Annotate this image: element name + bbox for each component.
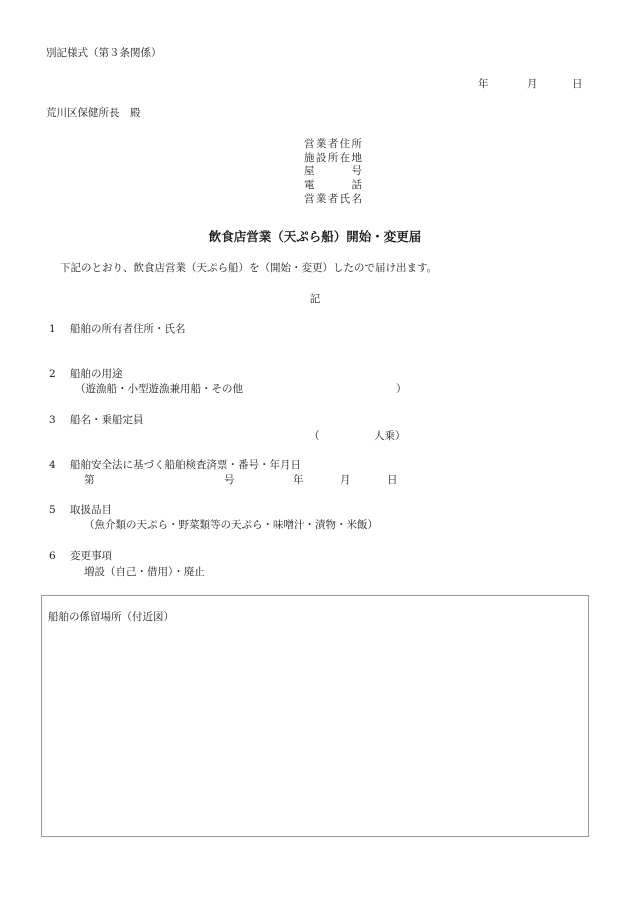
item-3-capacity-open: （ xyxy=(309,430,320,442)
item-5-products: （魚介類の天ぷら・野菜類等の天ぷら・味噌汁・漬物・米飯） xyxy=(84,519,378,531)
applicant-block xyxy=(304,138,362,206)
item-3-capacity-unit: 人乗） xyxy=(374,430,406,442)
applicant-address-label: 営業者住所 xyxy=(304,138,362,150)
item-4-month: 月 xyxy=(340,474,351,486)
facility-location-label: 施設所在地 xyxy=(304,151,362,164)
phone-label: 電 話 xyxy=(304,178,362,191)
item-5-number: 5 xyxy=(49,504,56,516)
item-2-label: 船舶の用途 xyxy=(70,368,123,380)
addressee: 荒川区保健所長 殿 xyxy=(46,107,141,119)
form-label: 別記様式（第３条関係） xyxy=(46,47,162,59)
item-2-options: （遊漁船・小型遊漁兼用船・その他 xyxy=(75,383,243,395)
item-4-year: 年 xyxy=(293,474,304,486)
item-5-label: 取扱品目 xyxy=(70,504,112,516)
item-3-label: 船名・乗船定員 xyxy=(70,414,144,426)
item-4-go: 号 xyxy=(224,474,235,486)
item-1-label: 船舶の所有者住所・氏名 xyxy=(70,323,186,335)
item-4-label: 船舶安全法に基づく船舶検査済票・番号・年月日 xyxy=(70,459,301,471)
item-6-changes: 増設（自己・借用）・廃止 xyxy=(84,566,205,578)
applicant-name-label: 営業者氏名 xyxy=(304,192,362,205)
date-month-label: 月 xyxy=(527,78,538,90)
item-6-number: 6 xyxy=(49,550,56,562)
intro-text: 下記のとおり、飲食店営業（天ぷら船）を（開始・変更）したので届け出ます。 xyxy=(60,262,438,274)
item-2-options-close: ） xyxy=(396,383,407,395)
ki-heading: 記 xyxy=(309,293,321,305)
mooring-map-label: 船舶の係留場所（付近図） xyxy=(48,611,174,623)
document-title: 飲食店営業（天ぷら船）開始・変更届 xyxy=(208,229,422,244)
mooring-map-box xyxy=(41,595,589,837)
item-4-day: 日 xyxy=(387,474,398,486)
date-year-label: 年 xyxy=(478,78,489,90)
item-3-number: 3 xyxy=(49,414,56,426)
item-1-number: 1 xyxy=(49,323,56,335)
item-4-dai: 第 xyxy=(84,474,95,486)
date-day-label: 日 xyxy=(572,78,583,90)
item-6-label: 変更事項 xyxy=(70,550,112,562)
trade-name-label: 屋 号 xyxy=(304,165,362,178)
item-2-number: 2 xyxy=(49,368,56,380)
item-4-number: 4 xyxy=(49,459,56,471)
